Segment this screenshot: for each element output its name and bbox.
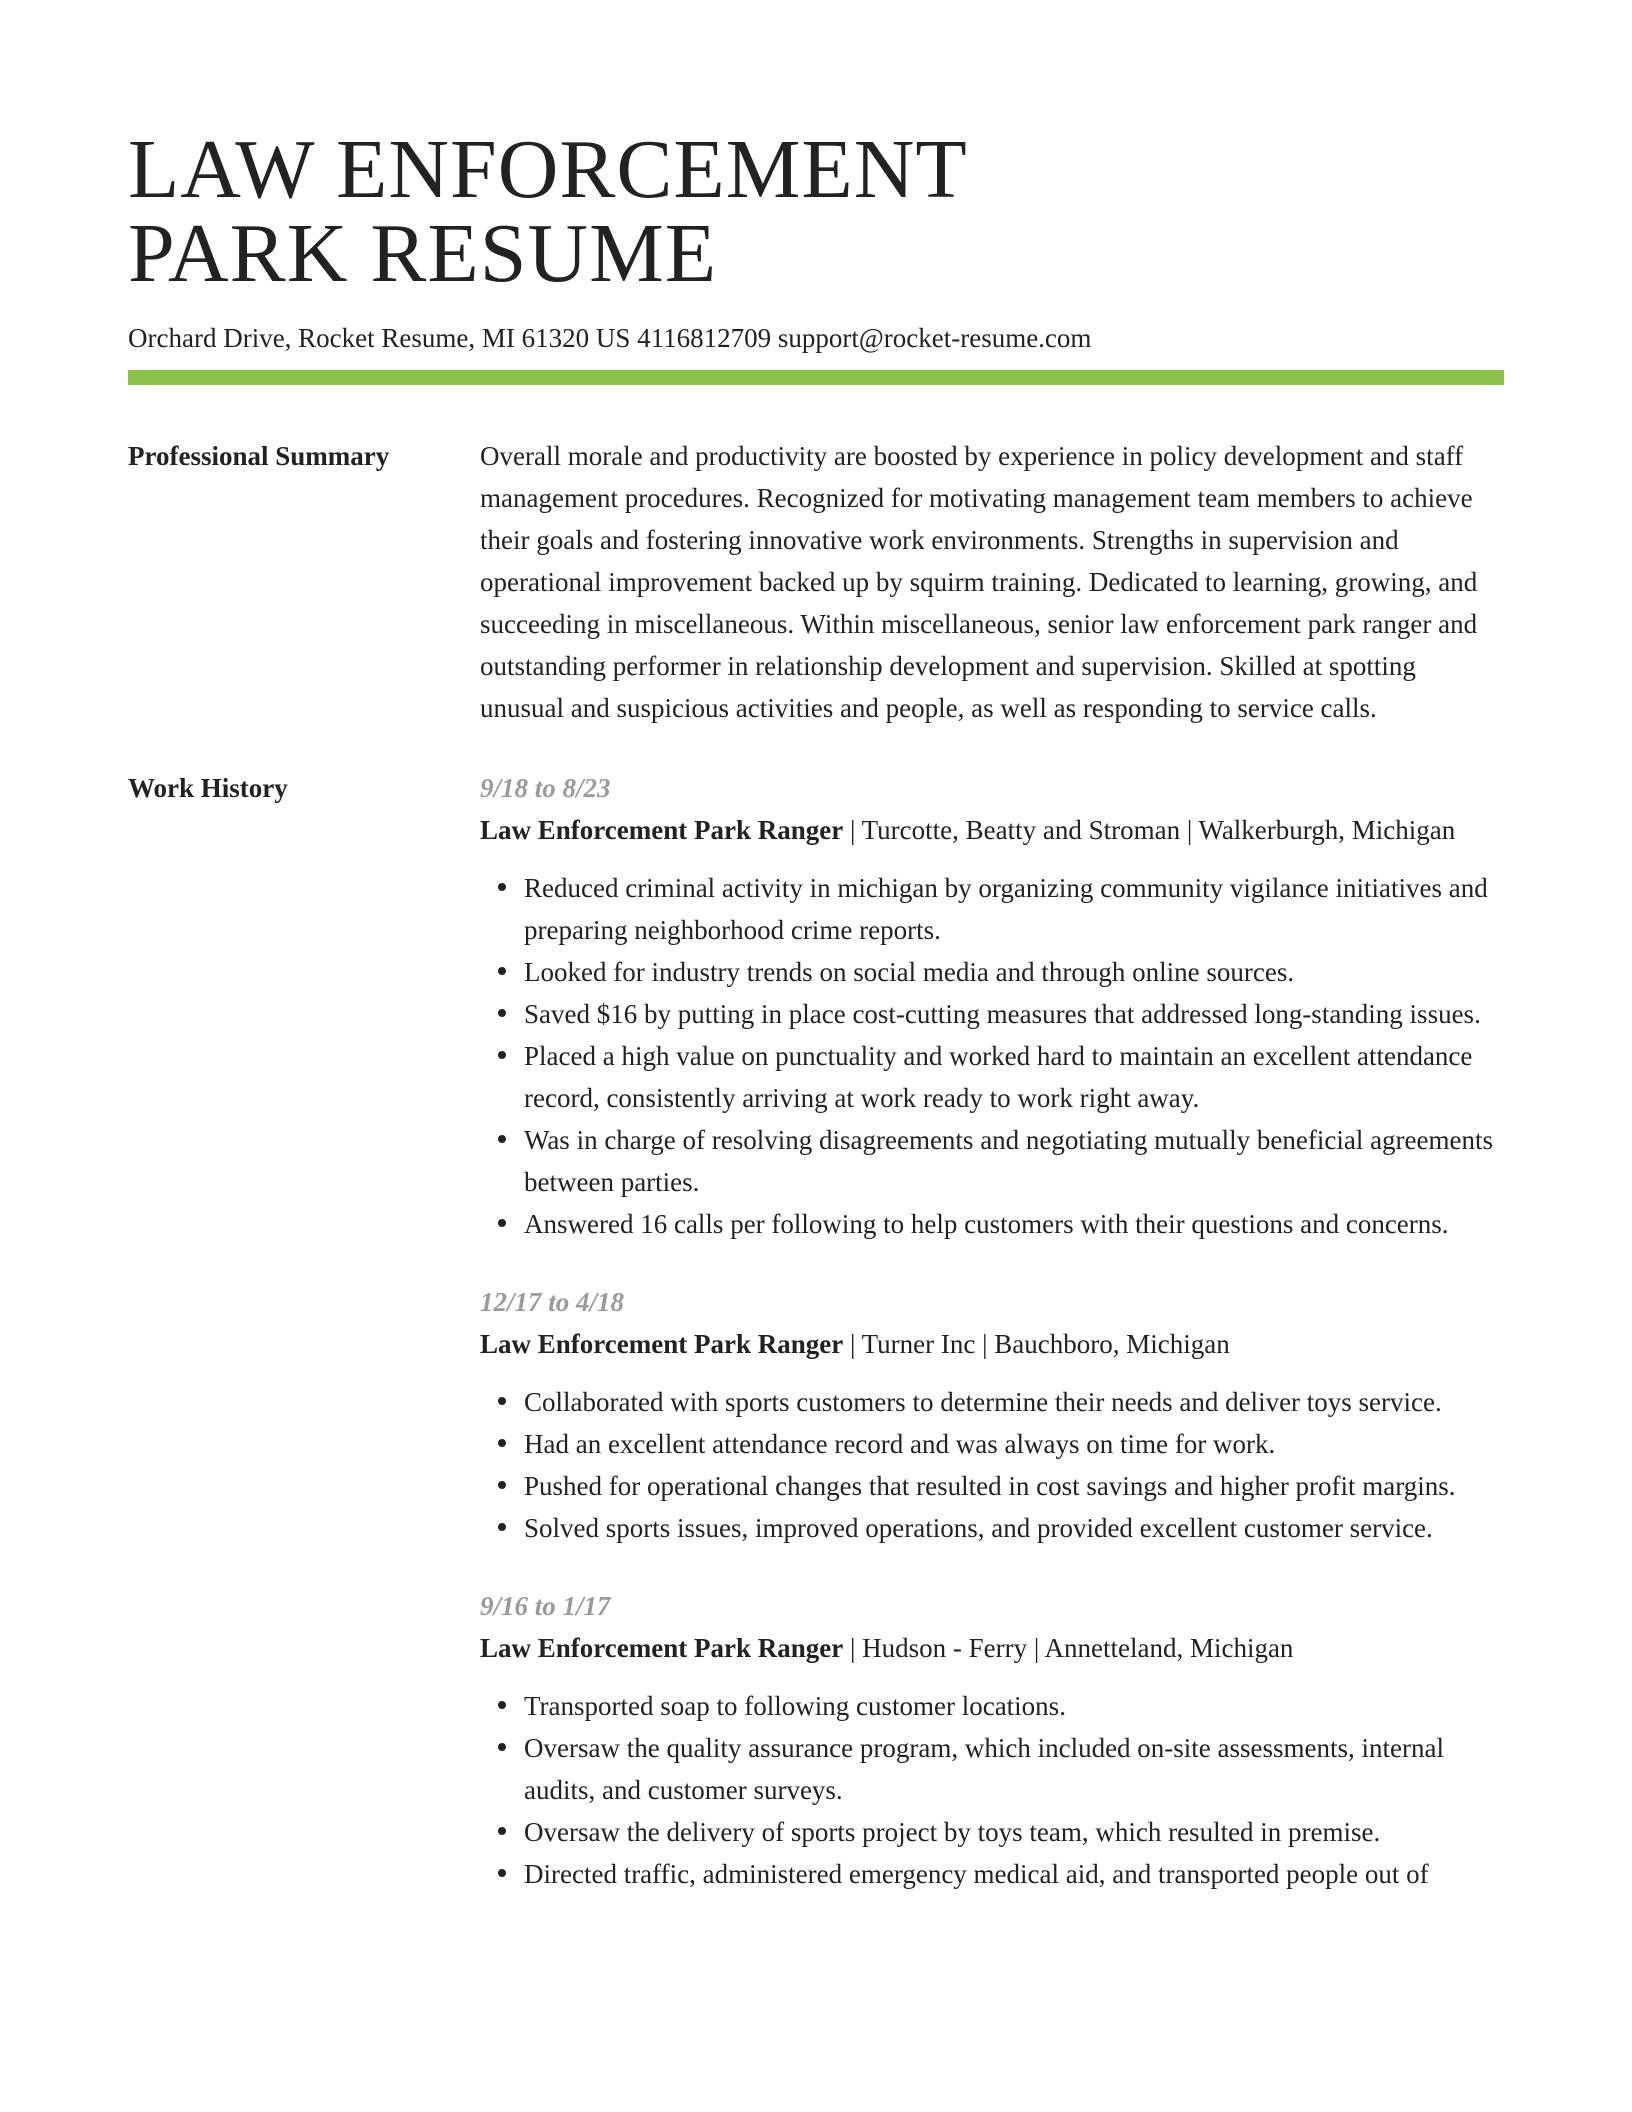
- resume-page: [128, 123, 1504, 1931]
- title-line-2: PARK RESUME: [128, 207, 718, 300]
- job-dates: 9/16 to 1/17: [480, 1591, 611, 1621]
- work-history-section: [128, 767, 1504, 1931]
- section-label-work-history: Work History: [128, 773, 288, 803]
- summary-text: Overall morale and productivity are boosted by experience in policy development and staff management procedures. Recognized for motivating management team members to achieve their goals and fostering innovative work environments. Strengths in supervision and operational improvement backed up by squirm training. Dedicated to learning, growing, and succeeding in miscellaneous. Within miscellaneous, senior law enforcement park ranger and outstanding performer in relationship development and supervision. Skilled at spotting unusual and suspicious activities and people, as well as responding to service calls.: [480, 441, 1478, 723]
- professional-summary-section: [128, 435, 1504, 729]
- job-bullet: Was in charge of resolving disagreements and negotiating mutually beneficial agreements between parties.: [524, 1119, 1504, 1203]
- job-dates: 9/18 to 8/23: [480, 773, 611, 803]
- header-divider: [128, 370, 1504, 385]
- section-label-summary: Professional Summary: [128, 441, 390, 471]
- job-heading: [480, 1627, 1504, 1669]
- job-bullet: Answered 16 calls per following to help customers with their questions and concerns.: [524, 1203, 1504, 1245]
- job-bullet: Had an excellent attendance record and was always on time for work.: [524, 1423, 1504, 1465]
- job-bullet: Looked for industry trends on social media and through online sources.: [524, 951, 1504, 993]
- job-heading: [480, 1323, 1504, 1365]
- job-details: | Hudson - Ferry | Annetteland, Michigan: [843, 1633, 1294, 1663]
- job-bullet: Directed traffic, administered emergency medical aid, and transported people out of: [524, 1853, 1504, 1895]
- job-bullets: [480, 867, 1504, 1245]
- job-entry: [480, 1585, 1504, 1895]
- job-title: Law Enforcement Park Ranger: [480, 815, 844, 845]
- job-entry: [480, 767, 1504, 1245]
- job-title: Law Enforcement Park Ranger: [480, 1633, 844, 1663]
- job-bullets: [480, 1685, 1504, 1895]
- resume-title: [128, 123, 1504, 300]
- job-bullet: Oversaw the delivery of sports project by toys team, which resulted in premise.: [524, 1811, 1504, 1853]
- job-bullet: Placed a high value on punctuality and worked hard to maintain an excellent attendance record, consistently arriving at work ready to work right away.: [524, 1035, 1504, 1119]
- contact-info: Orchard Drive, Rocket Resume, MI 61320 US 4116812709 support@rocket-resume.com: [128, 323, 1092, 353]
- job-heading: [480, 809, 1504, 851]
- job-details: | Turner Inc | Bauchboro, Michigan: [843, 1329, 1230, 1359]
- job-entry: [480, 1281, 1504, 1549]
- job-bullet: Oversaw the quality assurance program, which included on-site assessments, internal audits, and customer surveys.: [524, 1727, 1504, 1811]
- job-bullet: Pushed for operational changes that resulted in cost savings and higher profit margins.: [524, 1465, 1504, 1507]
- job-details: | Turcotte, Beatty and Stroman | Walkerburgh, Michigan: [843, 815, 1456, 845]
- job-dates: 12/17 to 4/18: [480, 1287, 625, 1317]
- job-title: Law Enforcement Park Ranger: [480, 1329, 844, 1359]
- job-bullets: [480, 1381, 1504, 1549]
- job-bullet: Saved $16 by putting in place cost-cutting measures that addressed long-standing issues.: [524, 993, 1504, 1035]
- job-bullet: Collaborated with sports customers to determine their needs and deliver toys service.: [524, 1381, 1504, 1423]
- title-line-1: LAW ENFORCEMENT: [128, 123, 968, 216]
- job-bullet: Transported soap to following customer locations.: [524, 1685, 1504, 1727]
- job-bullet: Reduced criminal activity in michigan by organizing community vigilance initiatives and preparing neighborhood crime reports.: [524, 867, 1504, 951]
- job-bullet: Solved sports issues, improved operations, and provided excellent customer service.: [524, 1507, 1504, 1549]
